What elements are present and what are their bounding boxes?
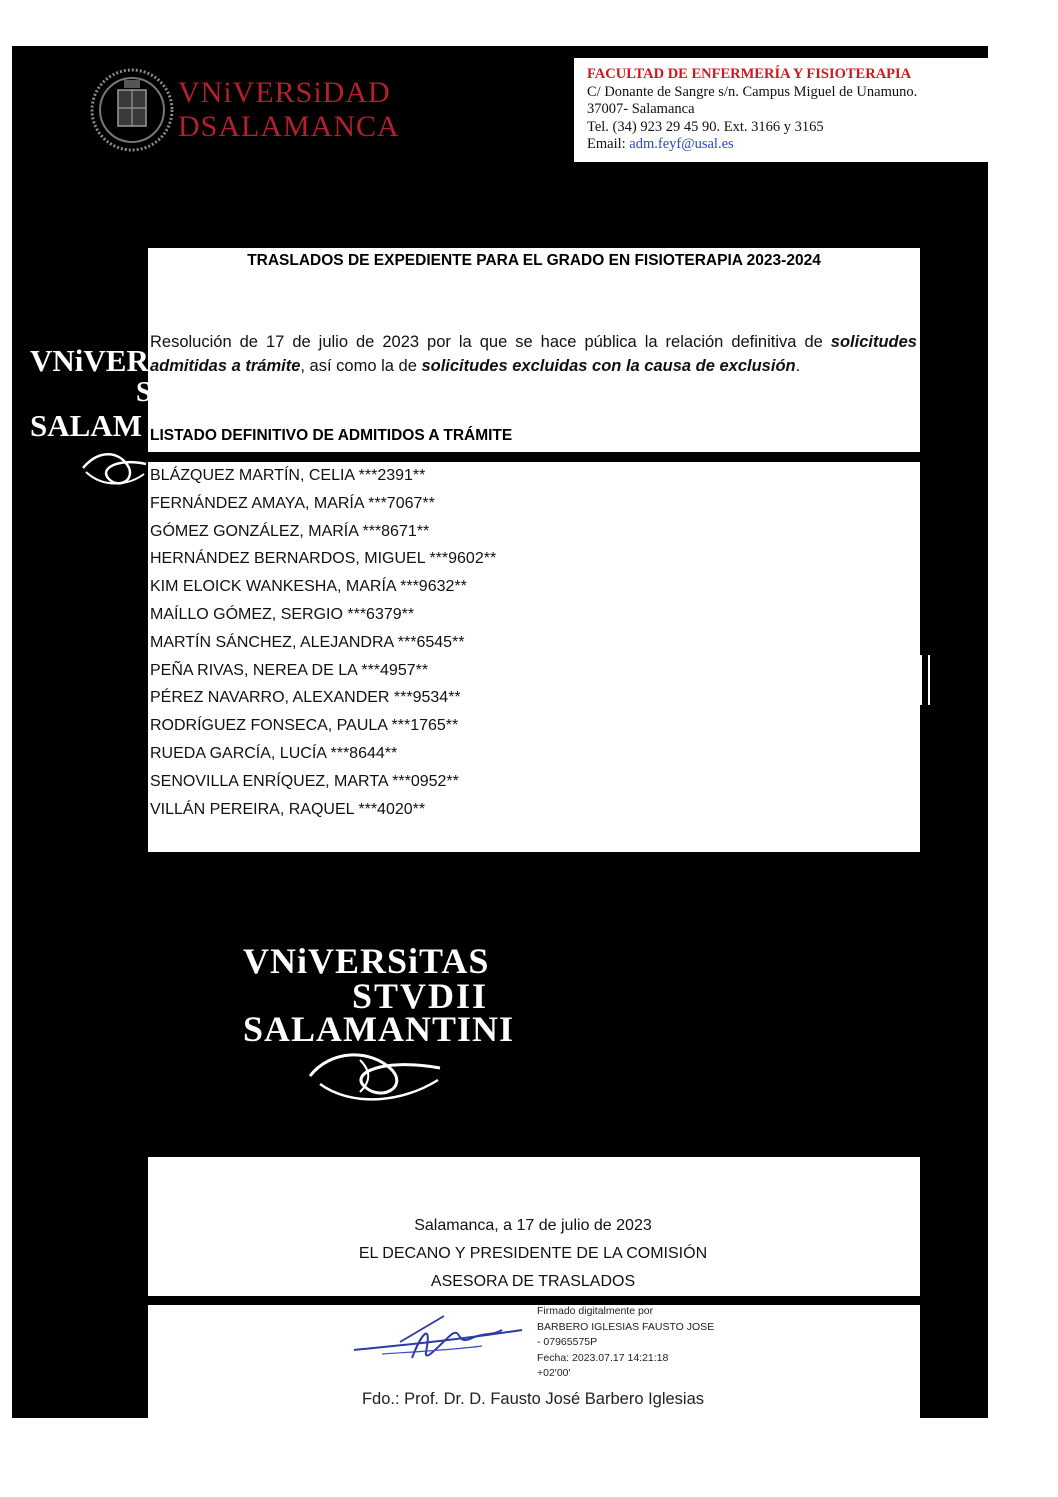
email-label: Email: [587, 136, 630, 152]
university-name-line1: VNiVERSiDAD [178, 76, 391, 109]
digital-signature-metadata [537, 1304, 727, 1382]
list-item: GÓMEZ GONZÁLEZ, MARÍA ***8671** [150, 522, 430, 540]
closing-role-line1: EL DECANO Y PRESIDENTE DE LA COMISIÓN [358, 1245, 708, 1262]
seal-line3: SALAMANTINI [243, 1009, 515, 1049]
list-item: MAÍLLO GÓMEZ, SERGIO ***6379** [150, 605, 415, 623]
resolution-emphasis-1: solicitudes admitidas a trámite [150, 333, 917, 375]
address-line-2: 37007- Salamanca [587, 101, 695, 117]
closing-date: Salamanca, a 17 de julio de 2023 [414, 1217, 652, 1234]
resolution-text-1: Resolución de 17 de julio de 2023 por la que se hace pública la relación definitiva de [150, 333, 831, 351]
university-name-line2: DSALAMANCA [178, 110, 400, 143]
list-item: PÉREZ NAVARRO, ALEXANDER ***9534** [150, 689, 461, 707]
resolution-emphasis-2: solicitudes excluidas con la causa de exclusión [421, 357, 796, 375]
signature-meta-line: BARBERO IGLESIAS FAUSTO JOSE [537, 1320, 715, 1333]
list-item: RUEDA GARCÍA, LUCÍA ***8644** [150, 744, 398, 762]
signature-meta-line: - 07965575P [537, 1336, 598, 1349]
resolution-paragraph [150, 330, 917, 378]
list-item: HERNÁNDEZ BERNARDOS, MIGUEL ***9602** [150, 550, 497, 568]
address-line-1: C/ Donante de Sangre s/n. Campus Miguel de Unamuno. [587, 83, 918, 100]
bottom-margin [0, 1418, 1058, 1497]
email-link[interactable]: adm.feyf@usal.es [629, 136, 734, 152]
seal-flourish-icon [300, 1040, 450, 1110]
signature-meta-line: +02'00' [537, 1367, 571, 1380]
partial-seal-line1: VNiVER [30, 343, 149, 378]
right-edge-artifact [920, 655, 930, 705]
seal-line2: STVDII [352, 976, 489, 1016]
seal-line1: VNiVERSiTAS [243, 941, 490, 981]
list-title: LISTADO DEFINITIVO DE ADMITIDOS A TRÁMITE [150, 427, 513, 444]
signed-by: Fdo.: Prof. Dr. D. Fausto José Barbero Iglesias [361, 1390, 705, 1408]
faculty-address-block [574, 58, 988, 162]
list-item: VILLÁN PEREIRA, RAQUEL ***4020** [150, 800, 426, 818]
resolution-text-3: . [795, 357, 801, 375]
handwritten-signature-icon [352, 1312, 532, 1372]
list-item: BLÁZQUEZ MARTÍN, CELIA ***2391** [150, 467, 426, 484]
closing-role-line2: ASESORA DE TRASLADOS [430, 1273, 636, 1290]
list-item: PEÑA RIVAS, NEREA DE LA ***4957** [150, 661, 429, 679]
admitted-list [150, 462, 496, 823]
list-item: RODRÍGUEZ FONSECA, PAULA ***1765** [150, 717, 459, 735]
signature-meta-line: Firmado digitalmente por [537, 1305, 654, 1317]
partial-seal-line3: SALAM [30, 408, 142, 443]
partial-seal-line2: S [136, 377, 152, 408]
partial-seal-flourish-icon [78, 440, 148, 496]
list-item: MARTÍN SÁNCHEZ, ALEJANDRA ***6545** [150, 633, 465, 651]
list-item: KIM ELOICK WANKESHA, MARÍA ***9632** [150, 578, 467, 596]
list-item: SENOVILLA ENRÍQUEZ, MARTA ***0952** [150, 772, 459, 790]
signature-meta-line: Fecha: 2023.07.17 14:21:18 [537, 1351, 669, 1364]
closing-block [148, 1212, 918, 1296]
email-line [574, 136, 988, 154]
document-title: TRASLADOS DE EXPEDIENTE PARA EL GRADO EN FISIOTERAPIA 2023-2024 [247, 252, 821, 269]
resolution-text-2: , así como la de [300, 357, 422, 375]
phone-line: Tel. (34) 923 29 45 90. Ext. 3166 y 3165 [587, 118, 824, 135]
list-item: FERNÁNDEZ AMAYA, MARÍA ***7067** [150, 494, 435, 512]
university-crest-icon [88, 66, 176, 154]
faculty-name: FACULTAD DE ENFERMERÍA Y FISIOTERAPIA [587, 66, 912, 82]
